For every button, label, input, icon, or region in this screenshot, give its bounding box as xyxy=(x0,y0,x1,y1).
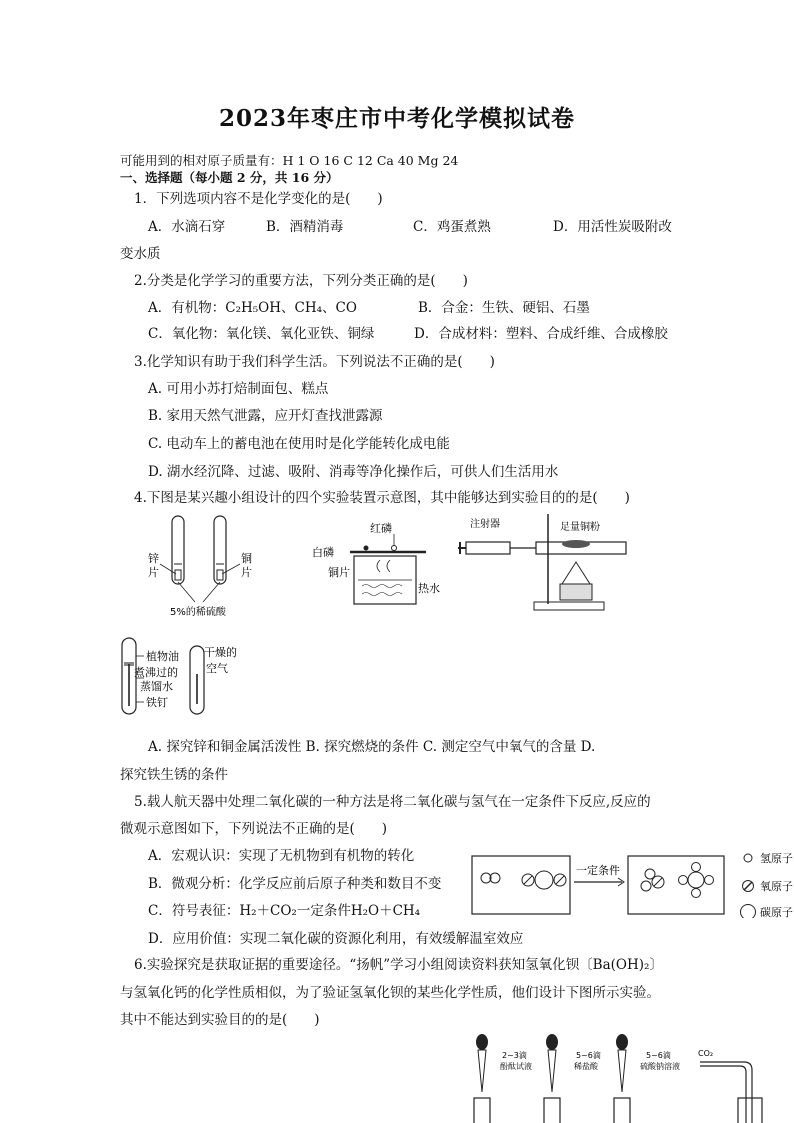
fig1-copper-label-1: 铜 xyxy=(241,552,252,565)
dropper-3-icon xyxy=(614,1034,630,1123)
q5-option-c: C．符号表征：H₂＋CO₂一定条件H₂O＋CH₄ xyxy=(148,903,421,919)
tube3-reagent: 硫酸钠溶液 xyxy=(640,1062,680,1071)
q3-option-d: D. 湖水经沉降、过滤、吸附、消毒等净化操作后，可供人们生活用水 xyxy=(148,464,559,480)
figure-iron-rust xyxy=(116,634,246,720)
q1-option-d-cont: 变水质 xyxy=(120,246,161,262)
figure-barium-hydroxide-tests xyxy=(466,1034,790,1123)
fig2-red-p-label: 红磷 xyxy=(370,522,392,535)
figure-zinc-copper xyxy=(140,512,270,622)
fig1-acid-label: 5%的稀硫酸 xyxy=(170,607,226,618)
fig1-copper-label-2: 片 xyxy=(241,566,252,579)
co2-label: CO₂ xyxy=(698,1049,714,1058)
q4-stem: 4.下图是某兴趣小组设计的四个实验装置示意图，其中能够达到实验目的的是( ) xyxy=(134,490,630,506)
q3-stem: 3.化学知识有助于我们科学生活。下列说法不正确的是( ) xyxy=(134,354,495,370)
q1-option-c: C．鸡蛋煮熟 xyxy=(413,219,491,235)
tube1-reagent: 酚酞试液 xyxy=(500,1062,532,1071)
reaction-condition-label: 一定条件 xyxy=(576,864,620,877)
fig4-boiled-label-1: 煮沸过的 xyxy=(134,666,178,679)
figure-oxygen-content xyxy=(456,514,646,616)
legend-carbon: 碳原子 xyxy=(760,906,793,918)
fig4-dry-label-1: 干燥的 xyxy=(204,646,237,659)
fig2-cu-sheet-label: 铜片 xyxy=(328,566,350,579)
fig4-boiled-label-2: 蒸馏水 xyxy=(140,680,173,693)
oxygen-atom-icon xyxy=(743,881,754,892)
tube1-drops: 2~3滴 xyxy=(502,1051,527,1060)
q3-option-b: B. 家用天然气泄露，应开灯查找泄露源 xyxy=(148,408,383,424)
q1-option-d: D．用活性炭吸附改 xyxy=(553,219,672,235)
q2-stem: 2.分类是化学学习的重要方法，下列分类正确的是( ) xyxy=(134,273,468,289)
fig3-syringe-label: 注射器 xyxy=(470,519,500,530)
q6-stem: 6.实验探究是获取证据的重要途径。“扬帆”学习小组阅读资料获知氢氧化钡〔Ba(OH)₂〕 xyxy=(134,957,663,973)
dropper-1-icon xyxy=(474,1034,490,1123)
q4-options-cont: 探究铁生锈的条件 xyxy=(120,767,228,783)
q6-stem-cont-2: 其中不能达到实验目的的是( ) xyxy=(120,1012,320,1028)
q2-option-a: A．有机物：C₂H₅OH、CH₄、CO xyxy=(148,300,357,316)
section-heading: 一、选择题（每小题 2 分，共 16 分） xyxy=(120,170,339,185)
atomic-masses: 可能用到的相对原子质量有：H 1 O 16 C 12 Ca 40 Mg 24 xyxy=(120,153,459,168)
tube2-reagent: 稀盐酸 xyxy=(574,1062,598,1071)
q3-option-a: A. 可用小苏打焙制面包、糕点 xyxy=(148,381,329,397)
q5-option-b: B．微观分析：化学反应前后原子种类和数目不变 xyxy=(148,876,442,892)
legend-oxygen: 氧原子 xyxy=(760,880,793,893)
q5-option-a: A．宏观认识：实现了无机物到有机物的转化 xyxy=(148,848,415,864)
q2-option-c: C．氧化物：氧化镁、氧化亚铁、铜绿 xyxy=(148,326,375,342)
fig1-zinc-label-1: 锌 xyxy=(148,552,159,565)
fig2-hot-water-label: 热水 xyxy=(418,582,440,595)
q4-options: A. 探究锌和铜金属活泼性 B. 探究燃烧的条件 C. 测定空气中氧气的含量 D. xyxy=(148,739,596,755)
tube3-drops: 5~6滴 xyxy=(646,1051,671,1060)
q1-option-a: A．水滴石穿 xyxy=(148,219,226,235)
tube2-drops: 5~6滴 xyxy=(576,1051,601,1060)
dropper-2-icon xyxy=(544,1034,560,1123)
q2-option-d: D．合成材料：塑料、合成纤维、合成橡胶 xyxy=(414,326,668,342)
micro-reaction-diagram xyxy=(470,848,794,918)
page-title: 2023年枣庄市中考化学模拟试卷 xyxy=(218,105,575,132)
figure-combustion xyxy=(310,522,450,612)
carbon-atom-icon xyxy=(741,905,756,919)
legend-hydrogen: 氢原子 xyxy=(760,852,793,865)
q5-stem: 5.载人航天器中处理二氧化碳的一种方法是将二氧化碳与氢气在一定条件下反应,反应的 xyxy=(134,794,651,810)
hydrogen-atom-icon xyxy=(744,854,752,862)
q1-option-b: B．酒精消毒 xyxy=(266,219,344,235)
fig4-nail-label: 铁钉 xyxy=(146,696,168,709)
fig4-dry-label-2: 空气 xyxy=(206,662,228,675)
fig2-white-p-label: 白磷 xyxy=(312,546,334,559)
q2-option-b: B．合金：生铁、硬铝、石墨 xyxy=(418,300,590,316)
fig4-oil-label: 植物油 xyxy=(146,650,179,663)
fig1-zinc-label-2: 片 xyxy=(148,566,159,579)
fig3-cu-powder-label: 足量铜粉 xyxy=(560,522,600,533)
q5-stem-cont: 微观示意图如下，下列说法不正确的是( ) xyxy=(120,821,388,837)
co2-molecule-icon xyxy=(522,871,566,889)
q3-option-c: C. 电动车上的蓄电池在使用时是化学能转化成电能 xyxy=(148,436,450,452)
q5-option-d: D．应用价值：实现二氧化碳的资源化利用，有效缓解温室效应 xyxy=(148,931,524,947)
q6-stem-cont: 与氢氧化钙的化学性质相似，为了验证氢氧化钡的某些化学性质，他们设计下图所示实验。 xyxy=(120,985,660,1001)
q1-stem: 1．下列选项内容不是化学变化的是( ) xyxy=(134,191,383,207)
